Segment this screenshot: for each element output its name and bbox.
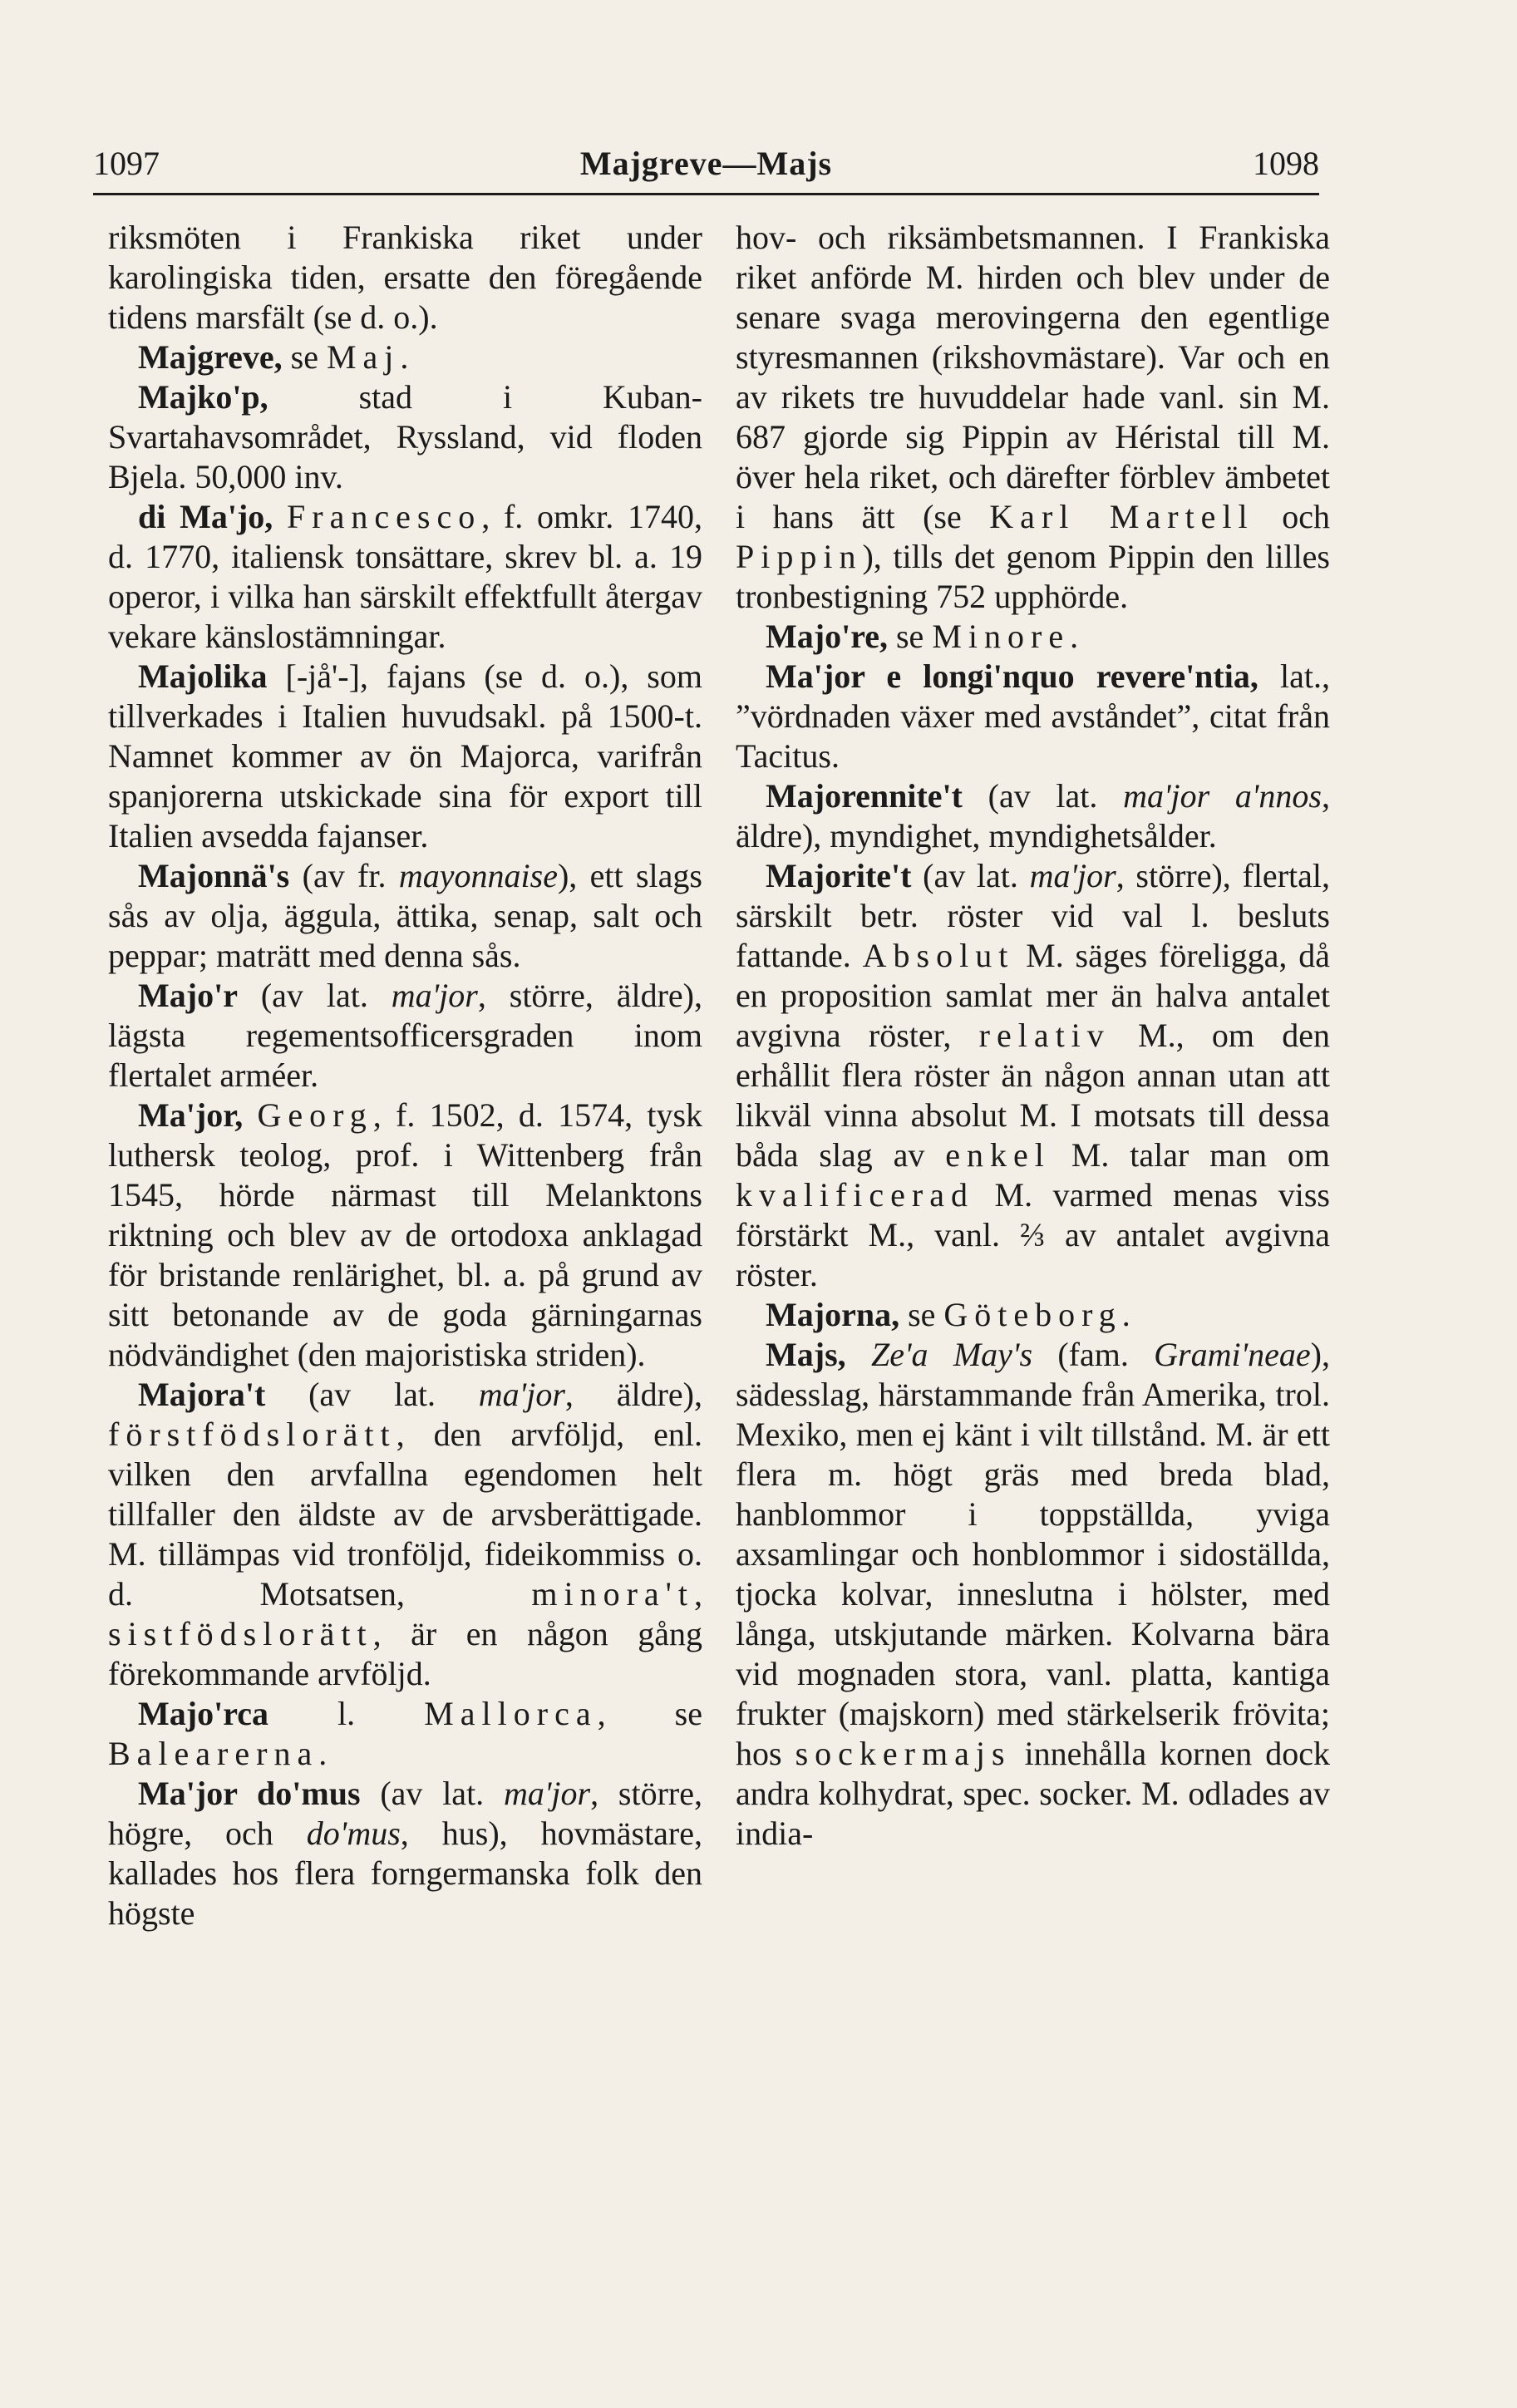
headword: Majora't — [138, 1376, 266, 1413]
spaced-name: Georg — [257, 1096, 373, 1134]
entry-major: Majo'r (av lat. ma'jor, större, äldre), lägsta regementsofficersgraden inom flertalet arméer. — [108, 977, 702, 1094]
entry-majoritet: Majorite't (av lat. ma'jor, större), flertal, särskilt betr. röster vid val l. besluts fattande. Absolut M. säges föreligga, då en proposition samlat mer än halva antalet avgivna röster, relativ M., om den erhållit flera röster än någon annan utan att likväl vinna absolut M. I motsats till dessa båda slag av enkel M. talar man om kvalificerad M. varmed menas viss förstärkt M., vanl. ⅔ av antalet avgivna röster. — [736, 857, 1331, 1293]
entry-di-majo: di Ma'jo, Francesco, f. omkr. 1740, d. 1770, italiensk tonsättare, skrev bl. a. 19 operor, i vilka han särskilt effektfullt återgav vekare känslostämningar. — [108, 498, 702, 655]
entry-majorna: Majorna, se Göteborg. — [766, 1296, 1130, 1333]
entry-majorennitet: Majorennite't (av lat. ma'jor a'nnos, äldre), myndighet, myndighetsålder. — [736, 777, 1330, 854]
page-header — [93, 125, 1319, 183]
entry-major-domus: Ma'jor do'mus (av lat. ma'jor, större, högre, och do'mus, hus), hovmästare, kallades hos flera forngermanska folk den högste — [108, 1775, 703, 1932]
entry-majonnas: Majonnä's (av fr. mayonnaise), ett slags sås av olja, äggula, ättika, senap, salt och peppar; maträtt med denna sås. — [108, 857, 702, 974]
entry-majgreve: Majgreve, se Maj. — [138, 338, 409, 376]
headword: Majo'rca — [138, 1695, 268, 1732]
entry-majolika: Majolika [-jå'-], fajans (se d. o.), som tillverkades i Italien huvudsakl. på 1500-t. Namnet kommer av ön Majorca, varifrån spanjorerna utskickade sina för export till Italien avsedda fajanser. — [108, 657, 702, 854]
cross-reference: Göteborg — [943, 1296, 1122, 1333]
headword: Ma'jor, — [138, 1096, 244, 1134]
headword: Majorite't — [766, 857, 912, 894]
entry-majs: Majs, Ze'a May's (fam. Grami'neae), sädesslag, härstammande från Amerika, trol. Mexiko, men ej känt i vilt tillstånd. M. är ett flera m. högt gräs med breda blad, hanblommor i toppställda, yviga axsamlingar och honblommor i sidoställda, tjocka kolvar, inneslutna i hölster, med långa, utskjutande märken. Kolvarna bära vid mognaden stora, vanl. platta, kantiga frukter (majskorn) med stärkelserik frövita; hos sockermajs innehålla kornen dock andra kolhydrat, spec. socker. M. odlades av india- — [736, 1336, 1330, 1852]
cross-reference: Balearerna — [108, 1735, 319, 1772]
page-number-right: 1098 — [1252, 145, 1319, 182]
running-title: Majgreve—Majs — [579, 145, 833, 182]
headword: Majko'p, — [138, 378, 268, 416]
headword: Majgreve, — [138, 338, 283, 376]
cross-reference: Maj — [326, 338, 401, 376]
entry-majore: Majo're, se Minore. — [766, 618, 1079, 655]
headword: Majo'r — [138, 977, 238, 1014]
cross-reference: Karl Martell — [989, 498, 1254, 535]
entry-majorat: Majora't (av lat. ma'jor, äldre), förstfödslorätt, den arvföljd, enl. vilken den arvfallna egendomen helt tillfaller den äldste av de arvsberättigade. M. tillämpas vid tronföljd, fideikommiss o. d. Motsatsen, minora't, sistfödslorätt, är en någon gång förekommande arvföljd. — [108, 1376, 702, 1692]
headword: Ma'jor e longi'nquo revere'ntia, — [766, 657, 1258, 695]
page-number-left: 1097 — [93, 145, 160, 182]
left-column — [108, 218, 702, 1933]
entry-major-e-longinquo: Ma'jor e longi'nquo revere'ntia, lat., ”vördnaden växer med avståndet”, citat från Tacitus. — [736, 657, 1330, 775]
header-rule — [93, 193, 1319, 195]
headword: Majs, — [766, 1336, 846, 1373]
entry-major-georg: Ma'jor, Georg, f. 1502, d. 1574, tysk luthersk teolog, prof. i Wittenberg från 1545, hörde närmast till Melanktons riktning och blev av de ortodoxa anklagad för bristande renlärighet, bl. a. på grund av sitt betonande av de goda gärningarnas nödvändighet (den majoristiska striden). — [108, 1096, 703, 1373]
entry-majkop: Majko'p, stad i Kuban-Svartahavsområdet, Ryssland, vid floden Bjela. 50,000 inv. — [108, 378, 702, 495]
headword: Majo're, — [766, 618, 888, 655]
cross-reference: Pippin — [736, 538, 863, 575]
headword: Majolika — [138, 657, 268, 695]
entry-majorca: Majo'rca l. Mallorca, se Balearerna. — [108, 1695, 702, 1772]
spaced-name: Francesco — [287, 498, 482, 535]
cross-reference: Mallorca — [424, 1695, 598, 1732]
headword: Ma'jor do'mus — [138, 1775, 361, 1812]
right-column — [736, 218, 1330, 1854]
headword: Majorennite't — [766, 777, 963, 815]
headword: Majonnä's — [138, 857, 290, 894]
entry-continuation: hov- och riksämbetsmannen. I Frankiska riket anförde M. hirden och blev under de senare svaga merovingerna den egentlige styresmannen (rikshovmästare). Var och en av rikets tre huvuddelar hade vanl. sin M. 687 gjorde sig Pippin av Héristal till M. över hela riket, och därefter förblev ämbetet i hans ätt (se Karl Martell och Pippin), tills det genom Pippin den lilles tronbestigning 752 upphörde. — [736, 219, 1330, 615]
headword: di Ma'jo, — [138, 498, 273, 535]
entry-continuation: riksmöten i Frankiska riket under karolingiska tiden, ersatte den föregående tidens marsfält (se d. o.). — [108, 219, 702, 336]
cross-reference: Minore — [932, 618, 1071, 655]
headword: Majorna, — [766, 1296, 900, 1333]
